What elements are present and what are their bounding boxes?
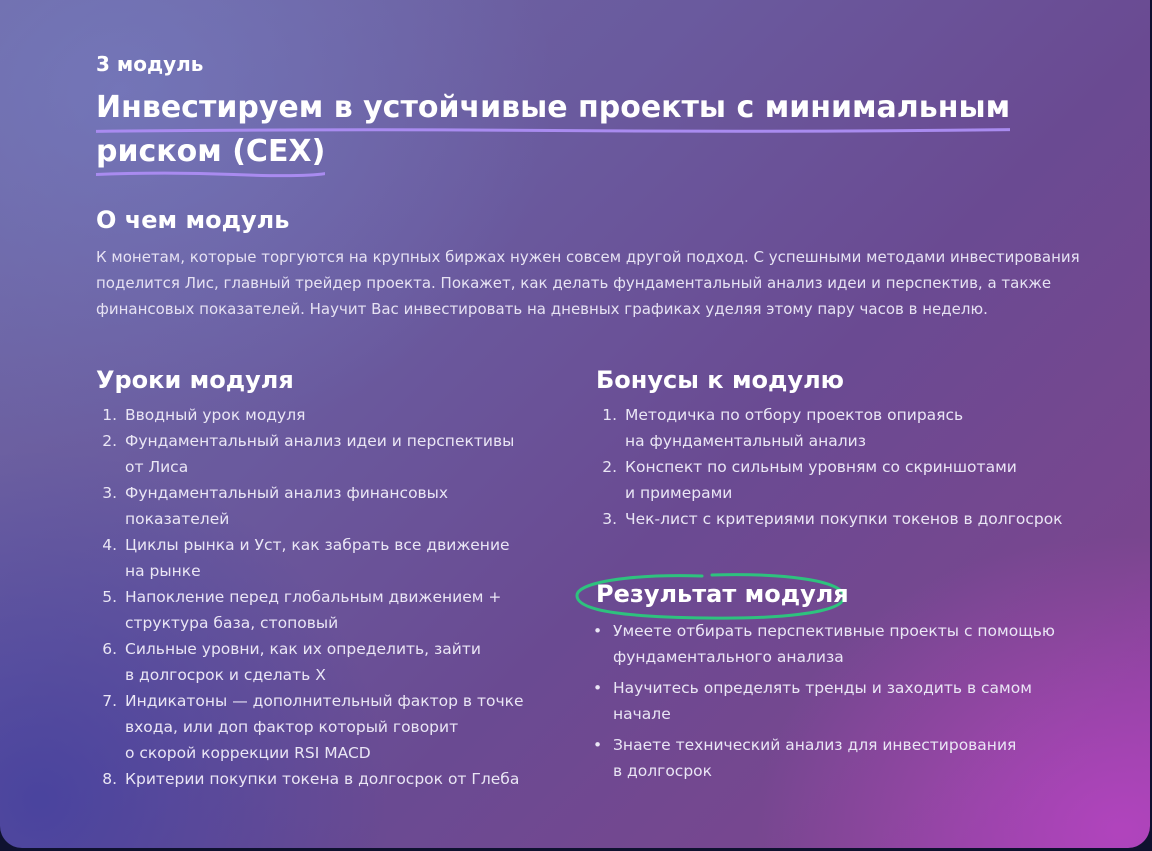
bullet-icon: • [593, 679, 603, 697]
lesson-item-number: 3. [102, 484, 117, 502]
result-item [592, 618, 1092, 670]
lesson-item [96, 688, 556, 766]
lesson-item-text: Критерии покупки токена в долгосрок от Глеба [125, 770, 520, 788]
bonus-item-text: Методичка по отбору проектов опираясь [625, 406, 964, 424]
lesson-item [96, 480, 556, 532]
lesson-item-text: входа, или доп фактор который говорит [125, 718, 459, 736]
lesson-item [96, 584, 556, 636]
about-line-3: финансовых показателей. Научит Вас инвестировать на дневных графиках уделяя этому пару часов в неделю. [96, 300, 988, 318]
page-title [96, 86, 1011, 174]
result-item-text: начале [613, 705, 671, 723]
lessons-heading: Уроки модуля [96, 366, 294, 394]
lesson-item-text: показателей [125, 510, 230, 528]
lesson-item [96, 766, 556, 792]
lesson-item [96, 532, 556, 584]
lesson-item-text: Циклы рынка и Уст, как забрать все движение [125, 536, 510, 554]
about-heading: О чем модуль [96, 206, 290, 234]
about-line-1: К монетам, которые торгуются на крупных биржах нужен совсем другой подход. С успешными методами инвестирования [96, 248, 1080, 266]
result-item [592, 732, 1092, 784]
lesson-item-text: структура база, стоповый [125, 614, 339, 632]
bonus-item-text: на фундаментальный анализ [625, 432, 866, 450]
result-item-text: Умеете отбирать перспективные проекты с помощью [613, 622, 1055, 640]
lesson-item-text: в долгосрок и сделать X [125, 666, 326, 684]
bonus-item-number: 2. [602, 458, 617, 476]
lesson-item-text: о скорой коррекции RSI MACD [125, 744, 371, 762]
bullet-icon: • [593, 622, 603, 640]
lesson-item [96, 636, 556, 688]
lesson-item-number: 1. [102, 406, 117, 424]
bonus-item [596, 402, 1096, 454]
module-number: 3 модуль [96, 52, 204, 76]
lesson-item [96, 428, 556, 480]
title-line-1 [96, 86, 1010, 130]
lesson-item-number: 6. [102, 640, 117, 658]
result-item [592, 675, 1092, 727]
bonus-item-number: 1. [602, 406, 617, 424]
lesson-item-text: Фундаментальный анализ финансовых [125, 484, 449, 502]
result-item-text: Научитесь определять тренды и заходить в самом [613, 679, 1032, 697]
bonus-item-text: и примерами [625, 484, 733, 502]
lesson-item [96, 402, 556, 428]
title-underline-2 [96, 170, 325, 179]
result-item-text: в долгосрок [613, 762, 713, 780]
bonus-item-text: Чек-лист с критериями покупки токенов в долгосрок [625, 510, 1063, 528]
about-line-2: поделится Лис, главный трейдер проекта. Покажет, как делать фундаментальный анализ идеи и перспектив, а также [96, 274, 1052, 292]
lesson-item-number: 2. [102, 432, 117, 450]
result-heading: Результат модуля [596, 580, 849, 608]
bonus-item [596, 506, 1096, 532]
bonus-item-text: Конспект по сильным уровням со скриншотами [625, 458, 1017, 476]
result-item-text: фундаментального анализа [613, 648, 844, 666]
title-line-2 [96, 130, 325, 174]
lesson-item-number: 5. [102, 588, 117, 606]
lesson-item-text: на рынке [125, 562, 201, 580]
bonuses-heading: Бонусы к модулю [596, 366, 844, 394]
lesson-item-number: 7. [102, 692, 117, 710]
lesson-item-text: от Лиса [125, 458, 189, 476]
bullet-icon: • [593, 736, 603, 754]
lesson-item-text: Вводный урок модуля [125, 406, 306, 424]
title-line-1-text: Инвестируем в устойчивые проекты с минимальным [96, 90, 1011, 125]
bonuses-list [596, 402, 1096, 532]
lesson-item-text: Напокление перед глобальным движением + [125, 588, 502, 606]
about-text [96, 244, 1096, 322]
title-line-2-text: риском (CEX) [96, 134, 326, 169]
lesson-item-number: 8. [102, 770, 117, 788]
lesson-item-number: 4. [102, 536, 117, 554]
bonus-item-number: 3. [602, 510, 617, 528]
lesson-item-text: Сильные уровни, как их определить, зайти [125, 640, 481, 658]
lesson-item-text: Индикатоны — дополнительный фактор в точке [125, 692, 524, 710]
lesson-item-text: Фундаментальный анализ идеи и перспективы [125, 432, 515, 450]
result-item-text: Знаете технический анализ для инвестирования [613, 736, 1017, 754]
bonus-item [596, 454, 1096, 506]
lessons-list [96, 402, 556, 792]
result-list [592, 618, 1092, 789]
